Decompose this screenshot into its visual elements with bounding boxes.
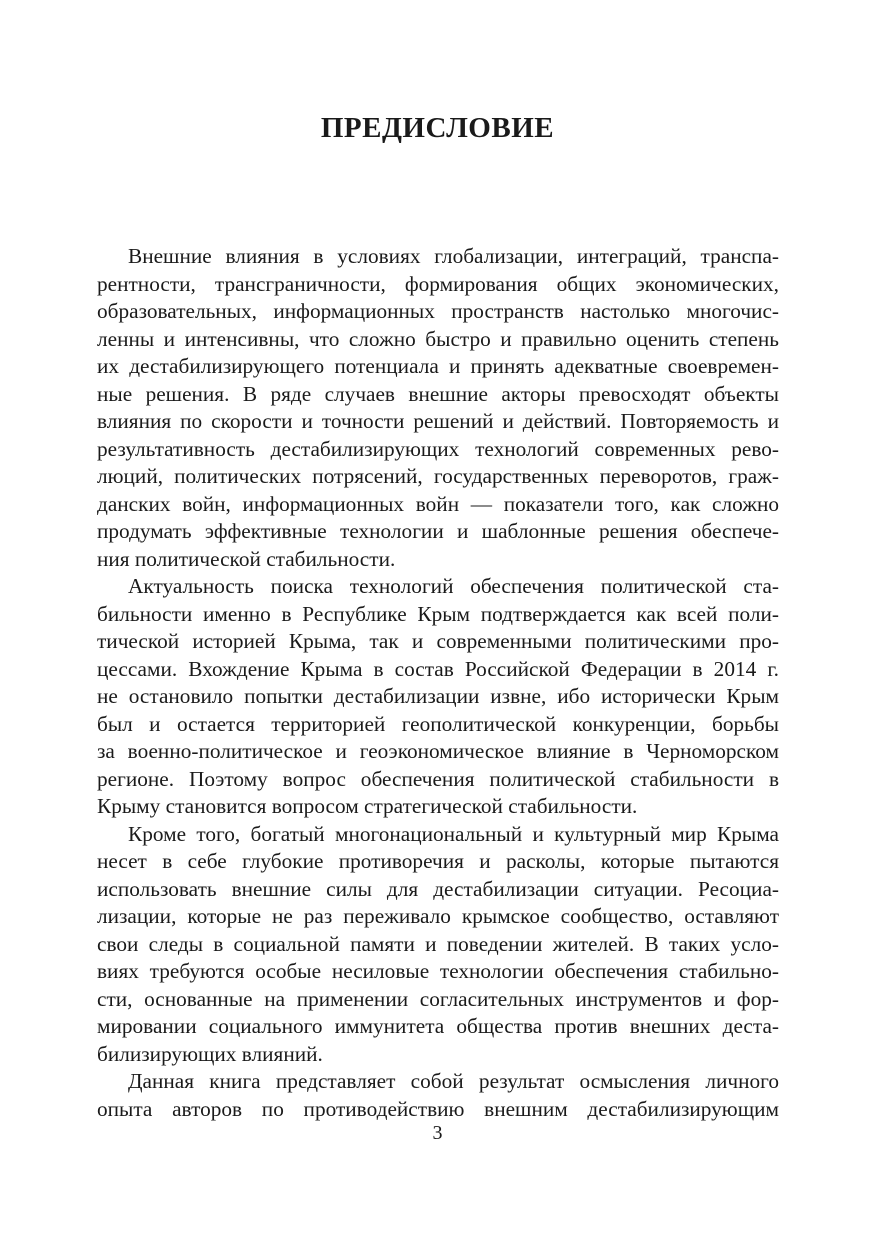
text-line: продумать эффективные технологии и шаблонные решения обеспече-: [97, 519, 779, 543]
text-line: результативность дестабилизирующих технологий современных рево-: [97, 436, 779, 461]
text-line: несет в себе глубокие противоречия и расколы, которые пытаются: [97, 849, 779, 873]
text-line: сти, основанные на применении согласительных инструментов и фор-: [97, 986, 779, 1011]
text-line: Внешние влияния в условиях глобализации, интеграций, транспа-: [128, 244, 779, 268]
text-line: тической историей Крыма, так и современными политическими про-: [97, 629, 779, 653]
text-line: Кроме того, богатый многонациональный и культурный мир Крыма: [128, 821, 779, 846]
text-line: влияния по скорости и точности решений и действий. Повторяемость и: [97, 409, 779, 433]
text-line: Данная книга представляет собой результат осмысления личного: [128, 1069, 779, 1093]
text-line: люций, политических потрясений, государственных переворотов, граж-: [97, 464, 779, 488]
paragraph: [97, 243, 779, 573]
page-title: ПРЕДИСЛОВИЕ: [320, 112, 555, 144]
text-line: цессами. Вхождение Крыма в состав Российской Федерации в 2014 г.: [97, 656, 779, 681]
text-line: данских войн, информационных войн — показатели того, как сложно: [97, 491, 779, 516]
text-line: рентности, трансграничности, формирования общих экономических,: [97, 271, 779, 296]
text-line: опыта авторов по противодействию внешним дестабилизирующим: [97, 1096, 779, 1121]
paragraph: [97, 1068, 779, 1123]
paragraph: [97, 573, 779, 821]
text-line: билизирующих влияний.: [97, 1041, 323, 1066]
text-line: за военно-политическое и геоэкономическое влияние в Черноморском: [97, 739, 779, 763]
text-line: ленны и интенсивны, что сложно быстро и правильно оценить степень: [97, 326, 779, 351]
text-line: бильности именно в Республике Крым подтверждается как всей поли-: [97, 601, 779, 626]
paragraph: [97, 821, 779, 1069]
text-line: лизации, которые не раз переживало крымское сообщество, оставляют: [97, 904, 779, 928]
text-line: был и остается территорией геополитической конкуренции, борьбы: [97, 711, 779, 736]
text-line: образовательных, информационных пространств настолько многочис-: [97, 299, 779, 323]
text-line: регионе. Поэтому вопрос обеспечения политической стабильности в: [97, 766, 779, 791]
text-line: Крыму становится вопросом стратегической стабильности.: [97, 794, 638, 818]
body-text: [97, 243, 779, 1123]
text-line: не остановило попытки дестабилизации извне, ибо исторически Крым: [97, 684, 779, 708]
text-line: мировании социального иммунитета общества против внешних деста-: [97, 1014, 779, 1038]
text-line: ные решения. В ряде случаев внешние акторы превосходят объекты: [97, 381, 779, 406]
text-line: виях требуются особые несиловые технологии обеспечения стабильно-: [97, 959, 779, 983]
text-line: Актуальность поиска технологий обеспечения политической ста-: [128, 574, 779, 598]
text-line: свои следы в социальной памяти и поведении жителей. В таких усло-: [97, 931, 779, 956]
page-number: 3: [432, 1122, 443, 1144]
text-line: их дестабилизирующего потенциала и принять адекватные своевремен-: [97, 354, 779, 378]
text-line: ния политической стабильности.: [97, 546, 396, 571]
text-line: использовать внешние силы для дестабилизации ситуации. Ресоциа-: [97, 876, 779, 901]
